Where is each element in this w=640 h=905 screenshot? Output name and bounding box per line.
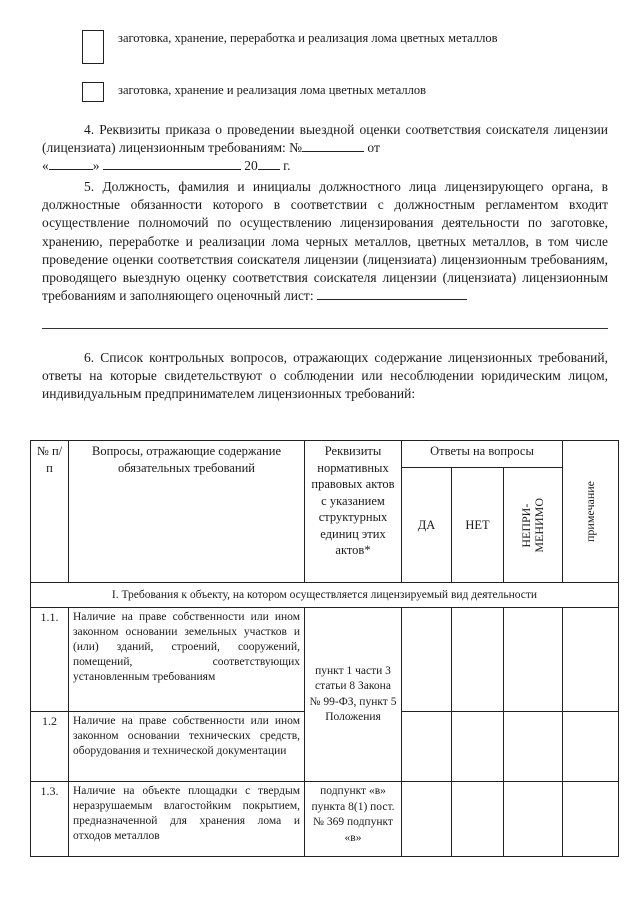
official-name-blank[interactable] — [317, 287, 467, 300]
order-month-blank[interactable] — [103, 157, 241, 170]
year-prefix: 20 — [244, 158, 258, 174]
row-number: 1.1. — [31, 608, 69, 712]
table-row — [31, 782, 619, 857]
note-cell[interactable] — [563, 782, 619, 857]
official-name-line[interactable] — [42, 328, 608, 329]
header-not-applicable-label: НЕПРИ- МЕНИМО — [519, 497, 546, 553]
header-not-applicable — [504, 468, 563, 583]
activity-checkbox-2[interactable] — [82, 82, 104, 102]
section-6 — [42, 349, 608, 404]
answer-yes-cell[interactable] — [402, 712, 452, 782]
section-title: I. Требования к объекту, на котором осуществляется лицензируемый вид деятельности — [31, 583, 619, 608]
answer-na-cell[interactable] — [504, 712, 563, 782]
row-reference: пункт 1 части 3 статьи 8 Закона № 99-ФЗ, пункт 5 Положения — [305, 608, 402, 782]
table-row — [31, 608, 619, 712]
activity-checkbox-1[interactable] — [82, 30, 104, 64]
row-number: 1.2 — [31, 712, 69, 782]
header-yes: ДА — [402, 468, 452, 583]
answer-na-cell[interactable] — [504, 608, 563, 712]
answer-yes-cell[interactable] — [402, 608, 452, 712]
header-num: № п/п — [31, 441, 69, 583]
answer-na-cell[interactable] — [504, 782, 563, 857]
section-5-text: 5. Должность, фамилия и инициалы должностного лица лицензирующего органа, в должностные обязанности которого в соответствии с должностным регламентом входит осуществление полномочий по осуществлению лицензирования деятельности по заготовке, хранению, переработке и реализации лома черных металлов, цветных металлов, в том числе проведение оценки соответствия соискателя лицензии (лицензиата) лицензионным требованиям, проводящего выездную оценку соответствия соискателя лицензии (лицензиата) лицензионным требованиям и заполняющего оценочный лист: — [42, 179, 608, 304]
answer-no-cell[interactable] — [452, 712, 504, 782]
note-cell[interactable] — [563, 712, 619, 782]
order-year-blank[interactable] — [258, 157, 280, 170]
answer-no-cell[interactable] — [452, 782, 504, 857]
activity-option-label: заготовка, хранение, переработка и реализация лома цветных металлов — [118, 31, 498, 45]
section-4-text: 4. Реквизиты приказа о проведении выездной оценки соответствия соискателя лицензии (лицензиата) лицензионным требованиям: № — [42, 122, 608, 156]
note-cell[interactable] — [563, 608, 619, 712]
row-question: Наличие на объекте площадки с твердым неразрушаемым влагостойким покрытием, предназначенной для хранения лома и отходов металлов — [69, 782, 305, 857]
section-title-row — [31, 583, 619, 608]
section-4 — [42, 121, 608, 176]
date-close-quote: » — [92, 158, 100, 174]
header-questions: Вопросы, отражающие содержание обязательных требований — [69, 441, 305, 583]
activity-option-2 — [82, 82, 558, 102]
answer-no-cell[interactable] — [452, 608, 504, 712]
section-6-text: 6. Список контрольных вопросов, отражающих содержание лицензионных требований, ответы на которые свидетельствуют о соблюдении или несоблюдении юридическим лицом, индивидуальным предпринимателем лицензионных требований: — [42, 350, 608, 402]
year-suffix: г. — [283, 158, 291, 174]
header-no: НЕТ — [452, 468, 504, 583]
header-answers: Ответы на вопросы — [402, 441, 563, 468]
activity-option-label: заготовка, хранение и реализация лома цветных металлов — [118, 83, 427, 97]
activity-option-1 — [82, 30, 558, 64]
table-header-row — [31, 441, 619, 468]
row-question: Наличие на праве собственности или ином законном основании земельных участков и (или) зданий, строений, сооружений, помещений, соответствующих установленным требованиям — [69, 608, 305, 712]
answer-yes-cell[interactable] — [402, 782, 452, 857]
order-number-blank[interactable] — [302, 139, 364, 152]
order-day-blank[interactable] — [49, 157, 93, 170]
requirements-table — [30, 440, 619, 857]
row-question: Наличие на праве собственности или ином законном основании технических средств, оборудования и технической документации — [69, 712, 305, 782]
date-open-quote: « — [42, 158, 49, 174]
section-4-suffix: от — [364, 140, 380, 156]
header-note-label: примечание — [583, 481, 597, 542]
section-5 — [42, 178, 608, 305]
header-requisites: Реквизиты нормативных правовых актов с указанием структурных единиц этих актов* — [305, 441, 402, 583]
row-number: 1.3. — [31, 782, 69, 857]
row-reference: подпункт «в» пункта 8(1) пост. № 369 подпункт «в» — [305, 782, 402, 857]
header-note — [563, 441, 619, 583]
